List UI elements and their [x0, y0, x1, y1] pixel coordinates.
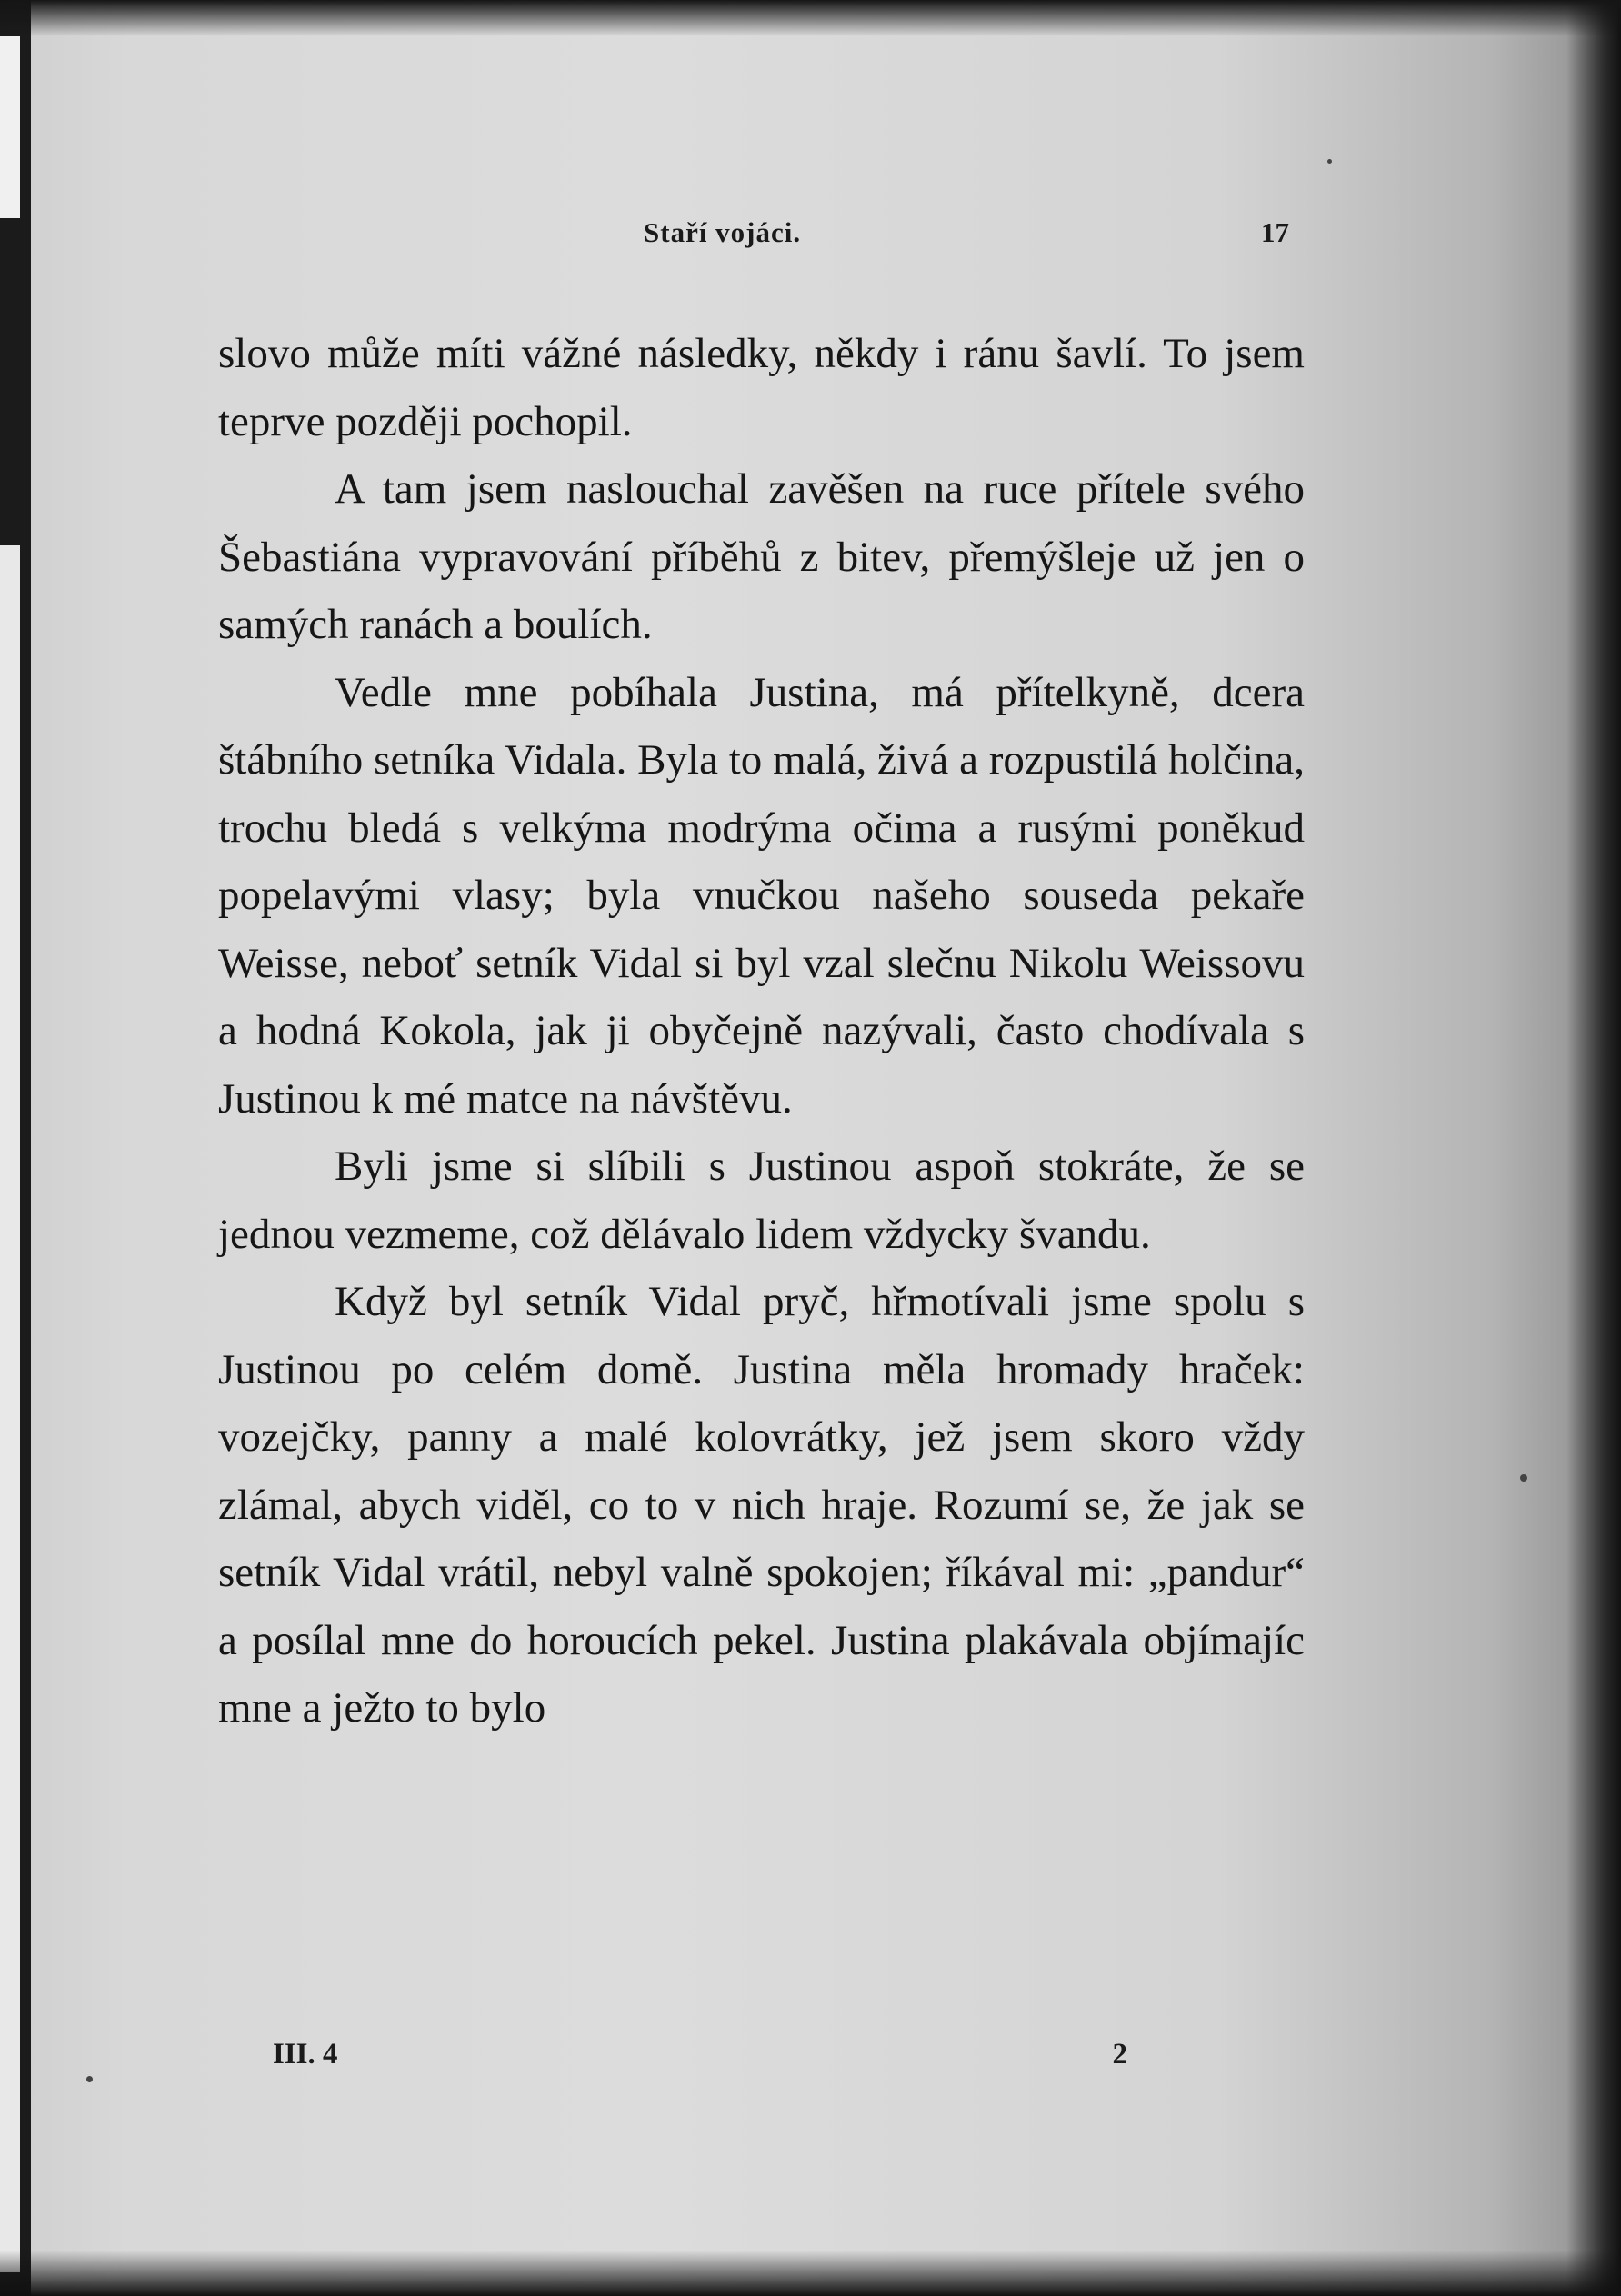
signature-mark: III. 4 — [273, 2038, 338, 2071]
speck-mark — [1327, 159, 1332, 164]
speck-mark — [86, 2076, 93, 2082]
page-right-edge — [1566, 0, 1621, 2296]
running-title: Staří vojáci. — [644, 216, 802, 248]
sheet-number: 2 — [1112, 2038, 1127, 2071]
paragraph: slovo může míti vážné následky, někdy i ránu šavlí. To jsem teprve později pochopil. — [218, 330, 1305, 445]
page-number: 17 — [1261, 216, 1289, 248]
paragraph: Když byl setník Vidal pryč, hřmotívali jsme spolu s Justinou po celém domě. Justina měla hromady hraček: vozejčky, panny a malé kolovrátky, jež jsem skoro vždy zlámal, abych viděl, co to v nich hraje. Rozumí se, že jak se setník Vidal vrátil, nebyl valně spokojen; říkával mi: „pandur“ a posílal mne do horoucích pekel. Justina plakávala objímajíc mne a ježto to bylo — [218, 1278, 1305, 1732]
speck-mark — [1520, 1474, 1527, 1482]
page-top-edge — [0, 0, 1621, 36]
page-left-fold-lower — [0, 545, 20, 2272]
paragraph: A tam jsem naslouchal zavěšen na ruce přítele svého Šebastiána vypravování příběhů z bitev, přemýšleje už jen o samých ranách a boulích. — [218, 465, 1305, 648]
page-bottom-edge — [0, 2251, 1621, 2296]
page-header — [644, 216, 1289, 253]
paragraph: Vedle mne pobíhala Justina, má přítelkyně, dcera štábního setníka Vidala. Byla to malá, živá a rozpustilá holčina, trochu bledá s velkýma modrýma očima a rusými poněkud popelavými vlasy; byla vnučkou našeho souseda pekaře Weisse, neboť setník Vidal si byl vzal slečnu Nikolu Weissovu a hodná Kokola, jak ji obyčejně nazývali, často chodívala s Justinou k mé matce na návštěvu. — [218, 668, 1305, 1123]
body-text — [218, 320, 1305, 1742]
page-footer — [273, 2038, 1127, 2074]
page-left-fold — [0, 36, 20, 218]
paragraph: Byli jsme si slíbili s Justinou aspoň stokráte, že se jednou vezmeme, což dělávalo lidem vždycky švandu. — [218, 1143, 1305, 1258]
